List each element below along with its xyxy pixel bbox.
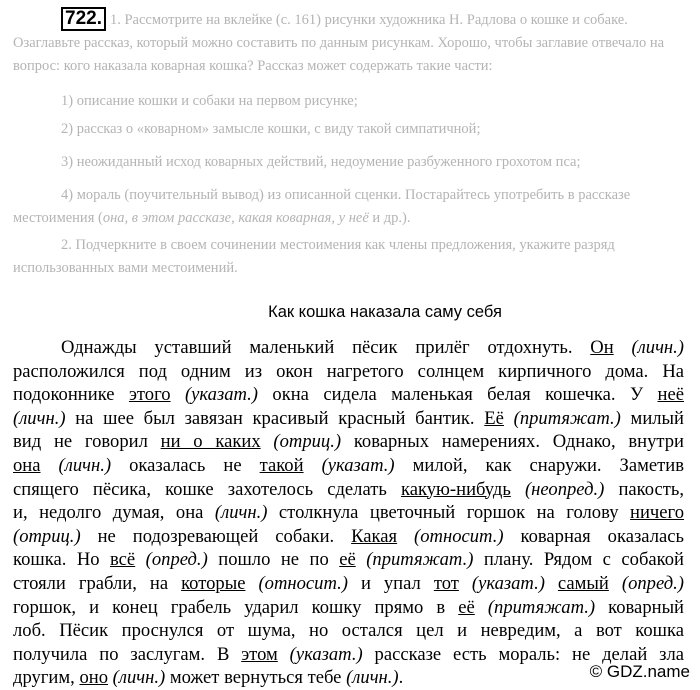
story-text-segment: вид не говорил	[13, 431, 161, 453]
story-text-segment: спящего пёсика, кошке захотелось сделать	[13, 478, 401, 500]
task-part-1: 1) описание кошки и собаки на первом рисунке;	[61, 93, 358, 109]
story-text-segment: рассказе есть мораль: не делай зла	[362, 643, 684, 665]
part4-text: 4) мораль (поучительный вывод) из описанной сценки. Постарайтесь употребить в рассказе местоимения (	[13, 187, 631, 226]
story-line	[13, 478, 684, 502]
watermark: © GDZ.name	[589, 662, 690, 681]
story-text-segment	[397, 526, 414, 547]
part4-end: и др.).	[368, 210, 411, 226]
story-text-segment: и упал	[347, 572, 434, 594]
story-line	[13, 454, 684, 478]
pronoun-category: (отриц.)	[273, 431, 342, 453]
story-line	[13, 383, 684, 407]
story-text-segment	[614, 337, 632, 358]
underlined-pronoun: её	[458, 596, 475, 618]
story-text-segment: .	[398, 667, 404, 689]
pronoun-category: (личн.)	[58, 454, 112, 476]
pronoun-category: (опред.)	[621, 572, 684, 594]
story-text-segment	[304, 455, 322, 476]
story-text-segment: и, недолго думая, она	[13, 502, 215, 524]
pronoun-category: (опред.)	[145, 549, 208, 571]
underlined-pronoun: она	[13, 454, 41, 476]
story-text-segment: окна сидела маленькая белая кошечка. У	[258, 384, 658, 406]
pronoun-category: (указат.)	[471, 572, 545, 594]
story-text-segment	[459, 573, 472, 594]
underlined-pronoun: самый	[557, 572, 609, 594]
story-line	[13, 619, 684, 643]
story-text-segment: не подозревающей собаки.	[80, 525, 352, 547]
story-text-segment: пошло не по	[207, 549, 340, 571]
story-text-segment	[278, 644, 290, 665]
story-text-segment: пакость,	[604, 478, 685, 500]
story-text-segment: коварная оказалась	[503, 525, 684, 547]
story-text-segment: другим,	[13, 667, 80, 689]
story-text-segment: оказалась не	[111, 454, 260, 476]
pronoun-category: (личн.)	[112, 667, 166, 689]
story-text-segment	[245, 573, 258, 594]
story-text	[13, 336, 684, 690]
story-line	[13, 643, 684, 667]
task-intro	[13, 7, 685, 78]
story-line	[13, 525, 684, 549]
story-text-segment: лоб. Пёсик проснулся от шума, но остался цел и невредим, а вот кошка	[13, 620, 684, 642]
story-text-segment	[609, 573, 622, 594]
story-line	[13, 501, 684, 525]
story-line	[13, 336, 684, 360]
underlined-pronoun: ни о каких	[160, 431, 261, 453]
story-title: Как кошка наказала саму себя	[268, 303, 502, 321]
task-second: 2. Подчеркните в своем сочинении местоимения как члены предложения, укажите разряд использованных вами местоимений.	[13, 237, 615, 276]
underlined-pronoun: которые	[181, 572, 246, 594]
story-text-segment	[504, 408, 514, 429]
story-text-segment: получила по заслугам. В	[13, 643, 242, 665]
story-text-segment: стояли грабли, на	[13, 572, 182, 594]
underlined-pronoun: такой	[259, 454, 304, 476]
story-text-segment: на шее был завязан красивый красный бантик.	[65, 407, 485, 429]
pronoun-category: (личн.)	[631, 337, 684, 358]
task-part-3: 3) неожиданный исход коварных действий, недоумение разбуженного грохотом пса;	[61, 154, 581, 170]
story-text-segment: коварный	[595, 596, 685, 618]
pronoun-category: (неопред.)	[524, 478, 605, 500]
story-line	[13, 407, 684, 431]
pronoun-category: (притяжат.)	[366, 549, 474, 571]
exercise-number: 722.	[61, 7, 106, 31]
underlined-pronoun: ничего	[630, 502, 684, 524]
pronoun-category: (притяжат.)	[487, 596, 596, 618]
underlined-pronoun: оно	[79, 667, 108, 689]
underlined-pronoun: всё	[110, 549, 136, 571]
story-text-segment: милый	[620, 407, 684, 429]
task-part-2: 2) рассказ о «коварном» замысле кошки, с виду такой симпатичной;	[61, 121, 481, 137]
story-line	[13, 548, 684, 572]
underlined-pronoun: Её	[484, 407, 504, 429]
story-text-segment: расположился под одним из окон нагретого солнцем кирпичного дома. На	[13, 360, 684, 382]
pronoun-category: (указат.)	[184, 384, 258, 406]
pronoun-category: (личн.)	[214, 502, 268, 524]
story-line	[13, 666, 684, 690]
story-text-segment: подоконнике	[13, 384, 129, 406]
underlined-pronoun: Он	[590, 337, 614, 358]
underlined-pronoun: какую-нибудь	[400, 478, 511, 500]
story-text-segment	[511, 479, 525, 500]
pronoun-category: (личн.)	[346, 667, 399, 689]
part4-examples: она, в этом рассказе, какая коварная, у неё	[102, 210, 369, 226]
underlined-pronoun: неё	[657, 384, 685, 406]
underlined-pronoun: тот	[433, 572, 459, 594]
underlined-pronoun: Какая	[351, 525, 398, 547]
pronoun-category: (притяжат.)	[513, 407, 621, 429]
story-line	[13, 572, 684, 596]
story-text-segment: кошка. Но	[13, 549, 110, 571]
story-line	[13, 430, 684, 454]
story-text-segment	[545, 573, 558, 594]
story-text-segment	[41, 455, 59, 476]
underlined-pronoun: этом	[241, 643, 278, 665]
story-text-segment: коварных намерениях. Однако, внутри	[341, 431, 685, 453]
story-text-segment: милой, как снаружи. Заметив	[394, 454, 684, 476]
story-text-segment: Однажды уставший маленький пёсик прилёг отдохнуть.	[61, 337, 591, 358]
story-text-segment	[261, 431, 274, 452]
story-line	[13, 596, 684, 620]
task-part-4	[13, 184, 685, 230]
pronoun-category: (относит.)	[414, 525, 504, 547]
story-text-segment	[171, 384, 185, 405]
story-line	[13, 360, 684, 384]
pronoun-category: (отриц.)	[13, 525, 81, 547]
task-intro-text: 1. Рассмотрите на вклейке (с. 161) рисунки художника Н. Радлова о кошке и собаке. Озаглавьте рассказ, который можно составить по данным рисункам. Хорошо, чтобы заглавие отвечало на вопрос: кого наказала коварная кошка? Рассказ может содержать такие части:	[13, 12, 665, 74]
pronoun-category: (указат.)	[289, 643, 363, 665]
pronoun-category: (личн.)	[13, 407, 66, 429]
pronoun-category: (указат.)	[321, 454, 395, 476]
story-text-segment	[135, 549, 145, 570]
underlined-pronoun: её	[339, 549, 356, 571]
pronoun-category: (относит.)	[258, 572, 348, 594]
story-text-segment: плану. Рядом с собакой	[473, 549, 684, 571]
story-text-segment	[356, 549, 366, 570]
underlined-pronoun: этого	[128, 384, 171, 406]
exercise-task	[13, 4, 685, 280]
story-text-segment: может вернуться тебе	[165, 667, 347, 689]
story-text-segment: горшок, и конец грабель ударил кошку прямо в	[13, 596, 459, 618]
story-text-segment: столкнула цветочный горшок на голову	[267, 502, 631, 524]
story-text-segment	[475, 597, 488, 618]
